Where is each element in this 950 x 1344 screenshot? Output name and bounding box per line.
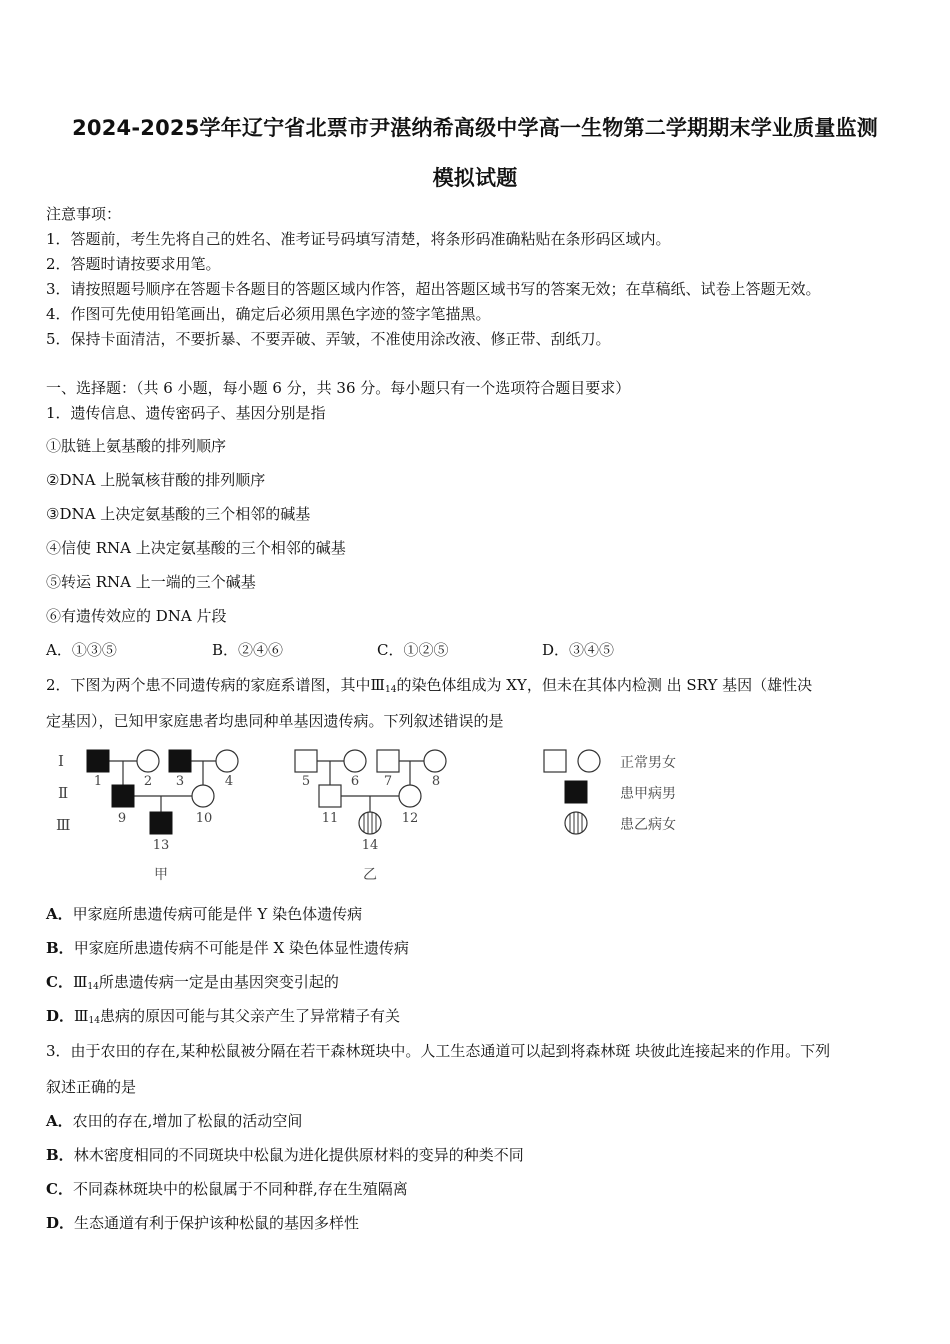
q1-option-b[interactable]: B．②④⑥ [212,641,284,659]
q3-stem: 3．由于农田的存在,某种松鼠被分隔在若干森林斑块中。人工生态通道可以起到将森林斑 块彼此连接起来的作用。下列 [46,1042,831,1060]
pedigree-female-normal [192,785,214,807]
individual-number: 13 [152,838,170,853]
notice-item: 4．作图可先使用铅笔画出，确定后必须用黑色字迹的签字笔描黑。 [46,305,491,323]
pedigree-female-normal [137,750,159,772]
q2-stem-line2: 定基因），已知甲家庭患者均患同种单基因遗传病。下列叙述错误的是 [46,712,504,730]
q1-item: ①肽链上氨基酸的排列顺序 [46,437,227,455]
individual-number: 1 [93,774,103,789]
generation-label: Ⅰ [58,752,64,770]
page-title: 2024-2025学年辽宁省北票市尹湛纳希高级中学高一生物第二学期期末学业质量监测 [72,116,878,140]
pedigree-figure [40,738,740,888]
generation-label: Ⅱ [58,784,69,802]
family-label: 乙 [363,867,377,883]
legend-text: 患乙病女 [620,817,676,833]
q3-option-d[interactable]: D．生态通道有利于保护该种松鼠的基因多样性 [46,1214,360,1232]
pedigree-female-affected-b [359,812,381,834]
q2-option-a[interactable]: A．甲家庭所患遗传病可能是伴 Y 染色体遗传病 [46,905,363,923]
pedigree-female-normal [216,750,238,772]
q3-option-a[interactable]: A．农田的存在,增加了松鼠的活动空间 [46,1112,303,1130]
individual-number: 14 [361,838,379,853]
q1-item: ④信使 RNA 上决定氨基酸的三个相邻的碱基 [46,539,346,557]
q1-option-c[interactable]: C．①②⑤ [377,641,449,659]
legend-text: 患甲病男 [620,786,676,802]
notice-item: 3．请按照题号顺序在答题卡各题目的答题区域内作答，超出答题区域书写的答案无效；在草稿纸、试卷上答题无效。 [46,280,821,298]
pedigree-male-affected [87,750,109,772]
q1-option-d[interactable]: D．③④⑤ [542,641,615,659]
individual-number: 10 [195,811,213,826]
legend-male-affected-a [565,781,587,803]
q2-option-c[interactable]: C．$Ⅲ_{14}$所患遗传病一定是由基因突变引起的 [46,973,339,992]
pedigree-male-affected [169,750,191,772]
individual-number: 2 [143,774,153,789]
q1-option-a[interactable]: A．①③⑤ [46,641,117,659]
family-label: 甲 [154,867,168,883]
q1-item: ⑤转运 RNA 上一端的三个碱基 [46,573,256,591]
legend-male-normal [544,750,566,772]
pedigree-male-normal [295,750,317,772]
individual-number: 3 [175,774,185,789]
pedigree-female-normal [399,785,421,807]
page-title-line2: 模拟试题 [432,166,518,190]
pedigree-female-normal [424,750,446,772]
notice-item: 5．保持卡面清洁，不要折暴、不要弄破、弄皱，不准使用涂改液、修正带、刮纸刀。 [46,330,611,348]
q2-option-b[interactable]: B．甲家庭所患遗传病不可能是伴 X 染色体显性遗传病 [46,939,409,957]
individual-number: 6 [350,774,360,789]
q1-stem: 1．遗传信息、遗传密码子、基因分别是指 [46,404,326,422]
notice-item: 1．答题前，考生先将自己的姓名、准考证号码填写清楚，将条形码准确粘贴在条形码区域内。 [46,230,671,248]
legend-text: 正常男女 [620,755,676,771]
pedigree-male-normal [319,785,341,807]
individual-number: 8 [431,774,441,789]
q1-item: ⑥有遗传效应的 DNA 片段 [46,607,227,625]
individual-number: 7 [383,774,393,789]
individual-number: 4 [224,774,234,789]
pedigree-male-affected [150,812,172,834]
legend-female-affected-b [565,812,587,834]
pedigree-female-normal [344,750,366,772]
q1-item: ③DNA 上决定氨基酸的三个相邻的碱基 [46,505,311,523]
generation-label: Ⅲ [56,816,71,834]
notice-item: 2．答题时请按要求用笔。 [46,255,221,273]
q3-option-c[interactable]: C．不同森林斑块中的松鼠属于不同种群,存在生殖隔离 [46,1180,408,1198]
section-heading: 一、选择题：（共 6 小题，每小题 6 分，共 36 分。每小题只有一个选项符合题目要求） [46,379,631,397]
pedigree-male-normal [377,750,399,772]
individual-number: 9 [117,811,127,826]
individual-number: 5 [301,774,311,789]
notice-heading: 注意事项： [46,205,122,223]
q1-item: ②DNA 上脱氧核苷酸的排列顺序 [46,471,266,489]
individual-number: 11 [321,811,339,826]
individual-number: 12 [401,811,419,826]
q3-option-b[interactable]: B．林木密度相同的不同斑块中松鼠为进化提供原材料的变异的种类不同 [46,1146,524,1164]
q3-stem-line2: 叙述正确的是 [46,1078,137,1096]
q2-option-d[interactable]: D．$Ⅲ_{14}$患病的原因可能与其父亲产生了异常精子有关 [46,1007,400,1026]
pedigree-male-affected [112,785,134,807]
q2-stem: 2．下图为两个患不同遗传病的家庭系谱图，其中$Ⅲ_{14}$的染色体组成为 XY，但未在其体内检测 出 SRY 基因（雄性决 [46,676,813,695]
legend-female-normal [578,750,600,772]
